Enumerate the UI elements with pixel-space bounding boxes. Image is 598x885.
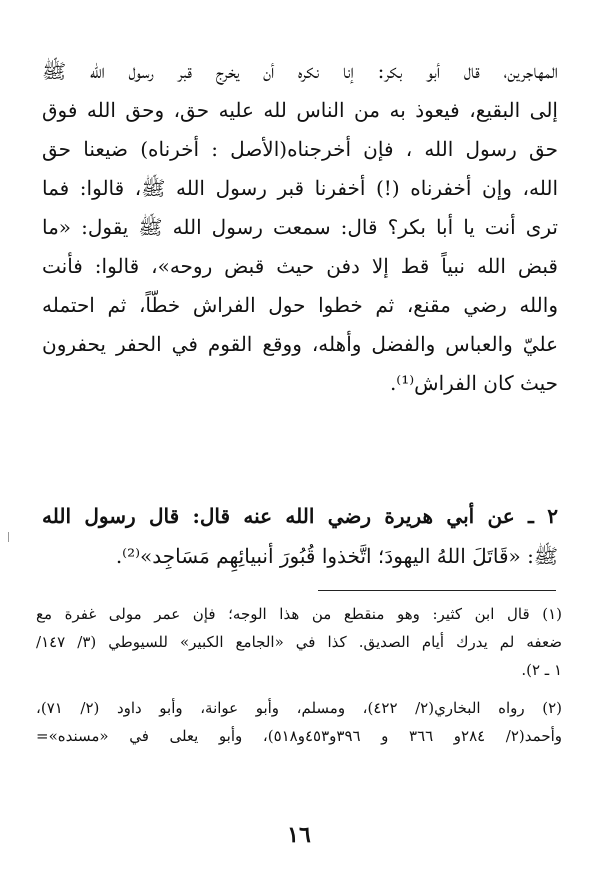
footnote-line: وأحمد(٢/ ٢٨٤و ٣٦٦ و ٣٩٦و٤٥٣و٥١٨)، وأبو يعلى في «مسنده»= <box>36 727 562 745</box>
text-line: إلى البقيع، فيعوذ به من الناس لله عليه حق، وحق الله فوق <box>42 98 558 122</box>
footnote-line: (١) قال ابن كثير: وهو منقطع من هذا الوجه؛ فإن عمر مولى غفرة مع <box>36 605 562 623</box>
text-line: حق رسول الله ، فإن أخرجناه(الأصل : أخرناه) ضيعنا حق <box>42 137 558 161</box>
hadith-paragraph <box>42 496 558 576</box>
page-number: ١٦ <box>287 822 311 848</box>
hadith-line: ﷺ: «قَاتَلَ اللهُ اليهودَ؛ اتَّخذوا قُبُورَ أنبيائِهِم مَسَاجِد»⁽²⁾. <box>115 544 558 568</box>
text-line: قبض الله نبياً قط إلا دفن حيث قبض روحه»، قالوا: فأنت <box>42 254 558 278</box>
text-line: عليّ والعباس والفضل وأهله، ووقع القوم في الحفر يحفرون <box>42 332 558 356</box>
hadith-line: ٢ ـ عن أبي هريرة رضي الله عنه قال: قال رسول الله <box>42 504 558 528</box>
text-line: المهاجرين، قال أبو بكر: إنا نكره أن يخرج قبر رسول الله ﷺ <box>42 59 558 83</box>
footnote-line: (٢) رواه البخاري(٢/ ٤٢٢)، ومسلم، وأبو عوانة، وأبو داود (٢/ ٧١)، <box>36 699 562 717</box>
text-line: ترى أنت يا أبا بكر؟ قال: سمعت رسول الله ﷺ يقول: «ما <box>42 215 558 239</box>
main-text <box>42 52 558 403</box>
text-line: حيث كان الفراش⁽¹⁾. <box>389 371 558 395</box>
footnote-separator <box>318 590 556 591</box>
footnote-line: ضعفه لم يدرك أيام الصديق. كذا في «الجامع الكبير» للسيوطي (٣/ ١٤٧/ <box>36 633 562 651</box>
text-line: الله، وإن أخفرناه (!) أخفرنا قبر رسول الله ﷺ، قالوا: فما <box>42 176 558 200</box>
text-line: والله رضي مقنع، ثم خطوا حول الفراش خطّاً، ثم احتمله <box>42 293 558 317</box>
margin-mark <box>8 532 17 542</box>
footnote-gap <box>36 684 562 694</box>
footnotes <box>36 600 562 750</box>
footnote-line: ١ ـ ٢). <box>521 661 562 679</box>
